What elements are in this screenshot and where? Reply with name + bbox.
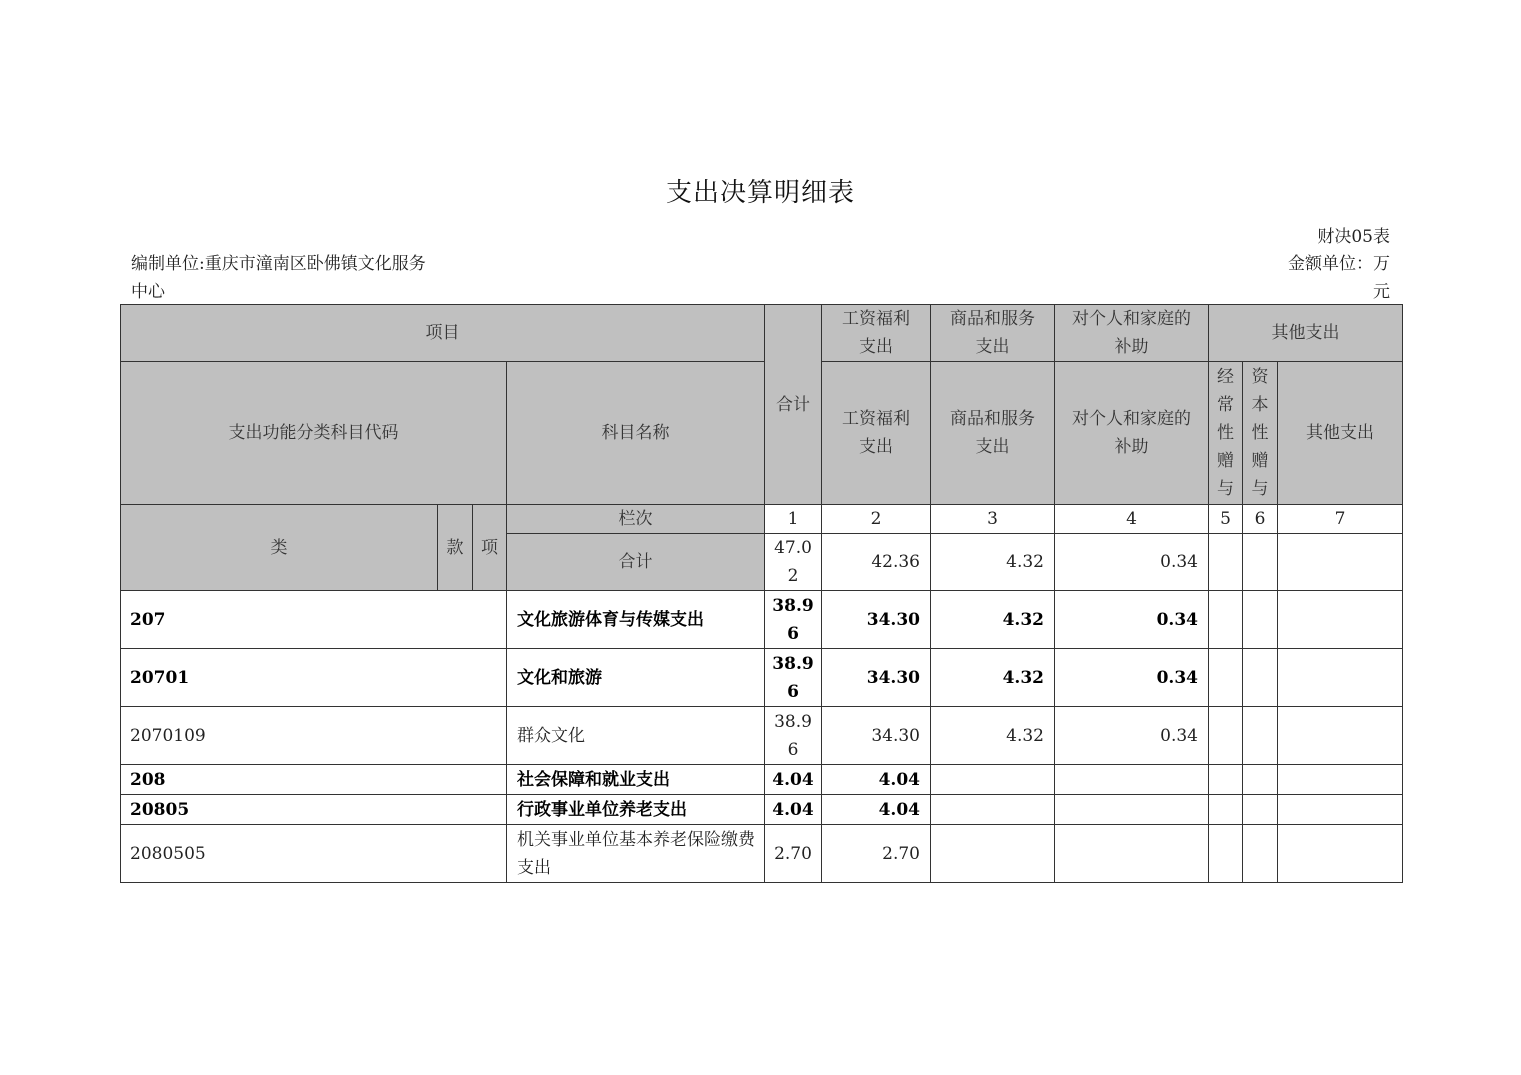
row-regular (1209, 825, 1243, 883)
column-index-1: 1 (765, 505, 822, 534)
table-row (121, 591, 1403, 649)
header-project: 项目 (121, 305, 765, 362)
row-other (1278, 825, 1403, 883)
row-name: 文化旅游体育与传媒支出 (507, 591, 765, 649)
row-name: 文化和旅游 (507, 649, 765, 707)
header-goods: 商品和服务支出 (931, 305, 1055, 362)
row-total: 2.70 (765, 825, 822, 883)
total-row-capital (1243, 534, 1278, 591)
row-wage: 4.04 (822, 765, 931, 795)
row-code: 208 (121, 765, 507, 795)
row-subsidy (1055, 795, 1209, 825)
row-goods (931, 825, 1055, 883)
row-total: 38.96 (765, 707, 822, 765)
column-index-4: 4 (1055, 505, 1209, 534)
row-wage: 34.30 (822, 649, 931, 707)
row-capital (1243, 649, 1278, 707)
row-regular (1209, 649, 1243, 707)
form-number: 财决05表 (1317, 227, 1390, 247)
header-column-label: 栏次 (507, 505, 765, 534)
total-row-goods: 4.32 (931, 534, 1055, 591)
row-wage: 4.04 (822, 795, 931, 825)
row-capital (1243, 707, 1278, 765)
row-name: 社会保障和就业支出 (507, 765, 765, 795)
row-wage: 34.30 (822, 707, 931, 765)
row-goods: 4.32 (931, 591, 1055, 649)
row-total: 4.04 (765, 795, 822, 825)
total-row-subsidy: 0.34 (1055, 534, 1209, 591)
header-wage: 工资福利支出 (822, 305, 931, 362)
header-function-code: 支出功能分类科目代码 (121, 362, 507, 505)
row-total: 4.04 (765, 765, 822, 795)
compiling-unit: 编制单位:重庆市潼南区卧佛镇文化服务中心 (131, 254, 426, 302)
column-index-2: 2 (822, 505, 931, 534)
row-subsidy (1055, 765, 1209, 795)
header-subsidy: 对个人和家庭的补助 (1055, 305, 1209, 362)
table-row (121, 825, 1403, 883)
row-name: 机关事业单位基本养老保险缴费支出 (507, 825, 765, 883)
amount-unit: 金额单位：万元 (1288, 254, 1390, 302)
column-index-6: 6 (1243, 505, 1278, 534)
row-subsidy (1055, 825, 1209, 883)
row-code: 207 (121, 591, 507, 649)
row-regular (1209, 795, 1243, 825)
row-subsidy: 0.34 (1055, 649, 1209, 707)
row-regular (1209, 707, 1243, 765)
row-other (1278, 649, 1403, 707)
header-other: 其他支出 (1209, 305, 1403, 362)
row-capital (1243, 825, 1278, 883)
row-subsidy: 0.34 (1055, 591, 1209, 649)
header-subsidy-sub: 对个人和家庭的补助 (1055, 362, 1209, 505)
row-capital (1243, 795, 1278, 825)
row-total: 38.96 (765, 649, 822, 707)
row-wage: 2.70 (822, 825, 931, 883)
row-subsidy: 0.34 (1055, 707, 1209, 765)
header-lei: 类 (121, 505, 438, 591)
row-code: 20805 (121, 795, 507, 825)
row-capital (1243, 591, 1278, 649)
row-code: 2070109 (121, 707, 507, 765)
row-wage: 34.30 (822, 591, 931, 649)
row-goods: 4.32 (931, 649, 1055, 707)
page-title: 支出决算明细表 (665, 178, 855, 208)
column-index-7: 7 (1278, 505, 1403, 534)
header-regular-gift: 经常性赠与 (1209, 362, 1243, 505)
row-code: 20701 (121, 649, 507, 707)
row-regular (1209, 765, 1243, 795)
row-other (1278, 765, 1403, 795)
total-row-regular (1209, 534, 1243, 591)
header-total: 合计 (765, 305, 822, 505)
header-subject-name: 科目名称 (507, 362, 765, 505)
row-goods (931, 795, 1055, 825)
total-row-label: 合计 (507, 534, 765, 591)
expenditure-detail-table (120, 304, 1403, 883)
row-capital (1243, 765, 1278, 795)
header-other-sub: 其他支出 (1278, 362, 1403, 505)
column-index-3: 3 (931, 505, 1055, 534)
table-row (121, 707, 1403, 765)
column-index-5: 5 (1209, 505, 1243, 534)
table-row (121, 649, 1403, 707)
row-other (1278, 795, 1403, 825)
total-row-wage: 42.36 (822, 534, 931, 591)
table-row (121, 765, 1403, 795)
total-row-total: 47.02 (765, 534, 822, 591)
row-other (1278, 591, 1403, 649)
total-row-other (1278, 534, 1403, 591)
row-other (1278, 707, 1403, 765)
row-name: 群众文化 (507, 707, 765, 765)
header-wage-sub: 工资福利支出 (822, 362, 931, 505)
header-goods-sub: 商品和服务支出 (931, 362, 1055, 505)
row-code: 2080505 (121, 825, 507, 883)
row-regular (1209, 591, 1243, 649)
header-kuan: 款 (438, 505, 473, 591)
table-row (121, 795, 1403, 825)
header-xiang: 项 (473, 505, 507, 591)
row-goods: 4.32 (931, 707, 1055, 765)
header-capital-gift: 资本性赠与 (1243, 362, 1278, 505)
row-name: 行政事业单位养老支出 (507, 795, 765, 825)
row-total: 38.96 (765, 591, 822, 649)
row-goods (931, 765, 1055, 795)
